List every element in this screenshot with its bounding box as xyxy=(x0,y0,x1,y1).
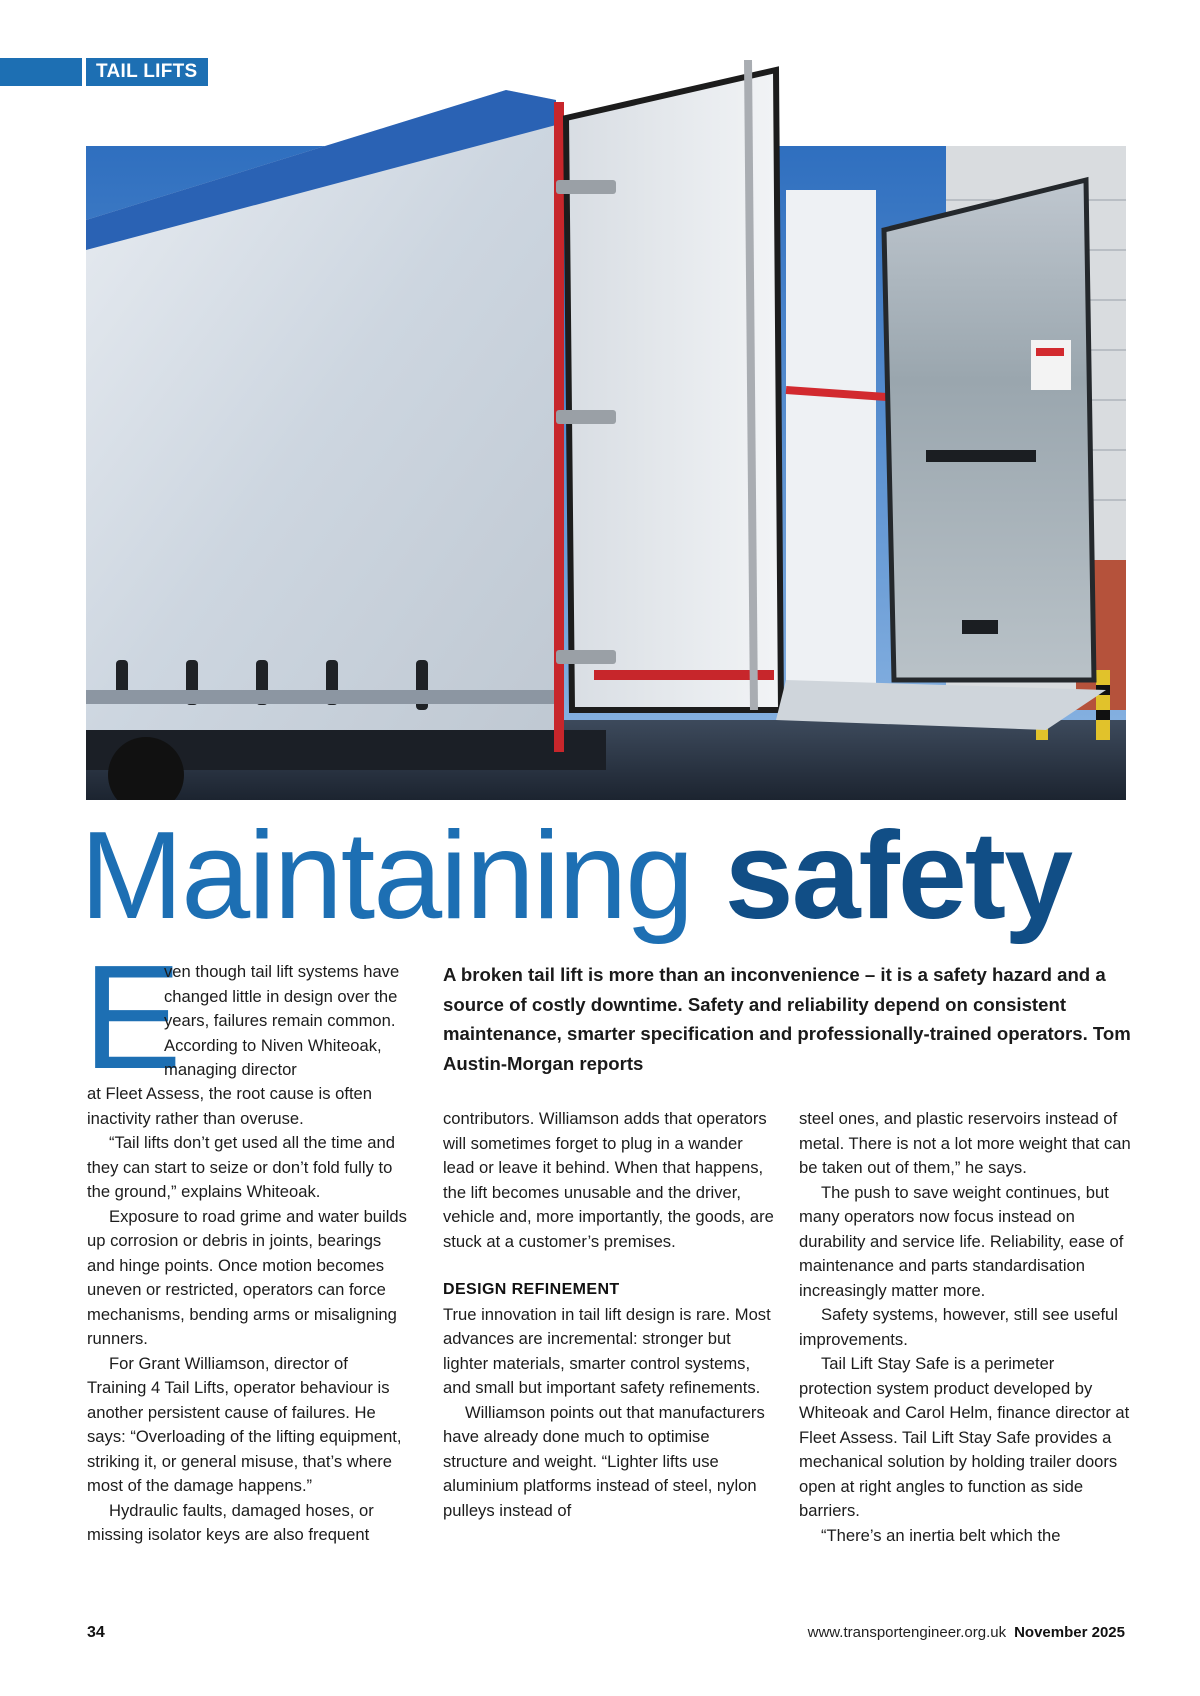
article-column-1 xyxy=(83,935,407,1548)
article-column-2 xyxy=(443,1107,775,1523)
paragraph: “There’s an inertia belt which the xyxy=(821,1525,1061,1545)
paragraph: For Grant Williamson, director of Training 4 Tail Lifts, operator behaviour is another persistent cause of failures. He says: “Overloading of the lifting equipment, striking it, or general misuse, that’s where most of the damage happens.” xyxy=(87,1353,402,1495)
dropcap-block xyxy=(83,935,407,1100)
paragraph: steel ones, and plastic reservoirs instead of metal. There is not a lot more weight that can be taken out of them,” he says. xyxy=(799,1109,1131,1177)
headline-bold: safety xyxy=(724,807,1072,945)
headline xyxy=(80,808,1140,944)
paragraph: Safety systems, however, still see useful improvements. xyxy=(799,1305,1118,1349)
paragraph: Williamson points out that manufacturers have already done much to optimise structure and weight. “Lighter lifts use aluminium platforms instead of steel, nylon pulleys instead of xyxy=(443,1402,765,1520)
paragraph: Tail Lift Stay Safe is a perimeter protection system product developed by Whiteoak and Carol Helm, finance director at Fleet Assess. Tail Lift Stay Safe provides a mechanical solution by holding trailer doors open at right angles to function as side barriers. xyxy=(799,1354,1130,1520)
section-tag: TAIL LIFTS xyxy=(86,58,208,86)
paragraph: Hydraulic faults, damaged hoses, or missing isolator keys are also frequent xyxy=(87,1500,374,1544)
paragraph: The push to save weight continues, but many operators now focus instead on durability and service life. Reliability, ease of maintenance and parts standardisation increasingly matter more. xyxy=(799,1182,1124,1300)
dropcap: E xyxy=(83,935,182,1100)
page-number: 34 xyxy=(87,1624,105,1641)
article-column-3 xyxy=(799,1107,1131,1548)
paragraph: “Tail lifts don’t get used all the time and they can start to seize or don’t fold fully to the ground,” explains Whiteoak. xyxy=(87,1133,395,1201)
footer-info xyxy=(808,1624,1125,1641)
standfirst: A broken tail lift is more than an inconvenience – it is a safety hazard and a source of costly downtime. Safety and reliability depend on consistent maintenance, smarter specification and professionally-trained operators. Tom Austin-Morgan reports xyxy=(443,964,1131,1074)
headline-light: Maintaining xyxy=(80,807,693,945)
paragraph-opening: ven though tail lift systems have changed little in design over the years, failures remain common. According to Niven Whiteoak, managing director xyxy=(164,962,400,1079)
tail-lift-truck-photo xyxy=(86,30,1126,800)
paragraph: at Fleet Assess, the root cause is often inactivity rather than overuse. xyxy=(87,1084,373,1128)
hero-photo xyxy=(86,30,1126,800)
subheading: DESIGN REFINEMENT xyxy=(443,1281,620,1298)
issue-date: November 2025 xyxy=(1014,1624,1125,1641)
paragraph: Exposure to road grime and water builds up corrosion or debris in joints, bearings and hinge points. Once motion becomes uneven or restricted, operators can force mechanisms, bending arms or misaligning runners. xyxy=(87,1206,407,1348)
paragraph: contributors. Williamson adds that operators will sometimes forget to plug in a wander lead or leave it behind. When that happens, the lift becomes unusable and the driver, vehicle and, more importantly, the goods, are stuck at a customer’s premises. xyxy=(443,1109,774,1251)
paragraph: True innovation in tail lift design is rare. Most advances are incremental: stronger but lighter materials, smarter control systems, and small but important safety refinements. xyxy=(443,1304,771,1397)
section-tag-bar xyxy=(0,58,82,86)
website-link[interactable]: www.transportengineer.org.uk xyxy=(807,1624,1007,1641)
